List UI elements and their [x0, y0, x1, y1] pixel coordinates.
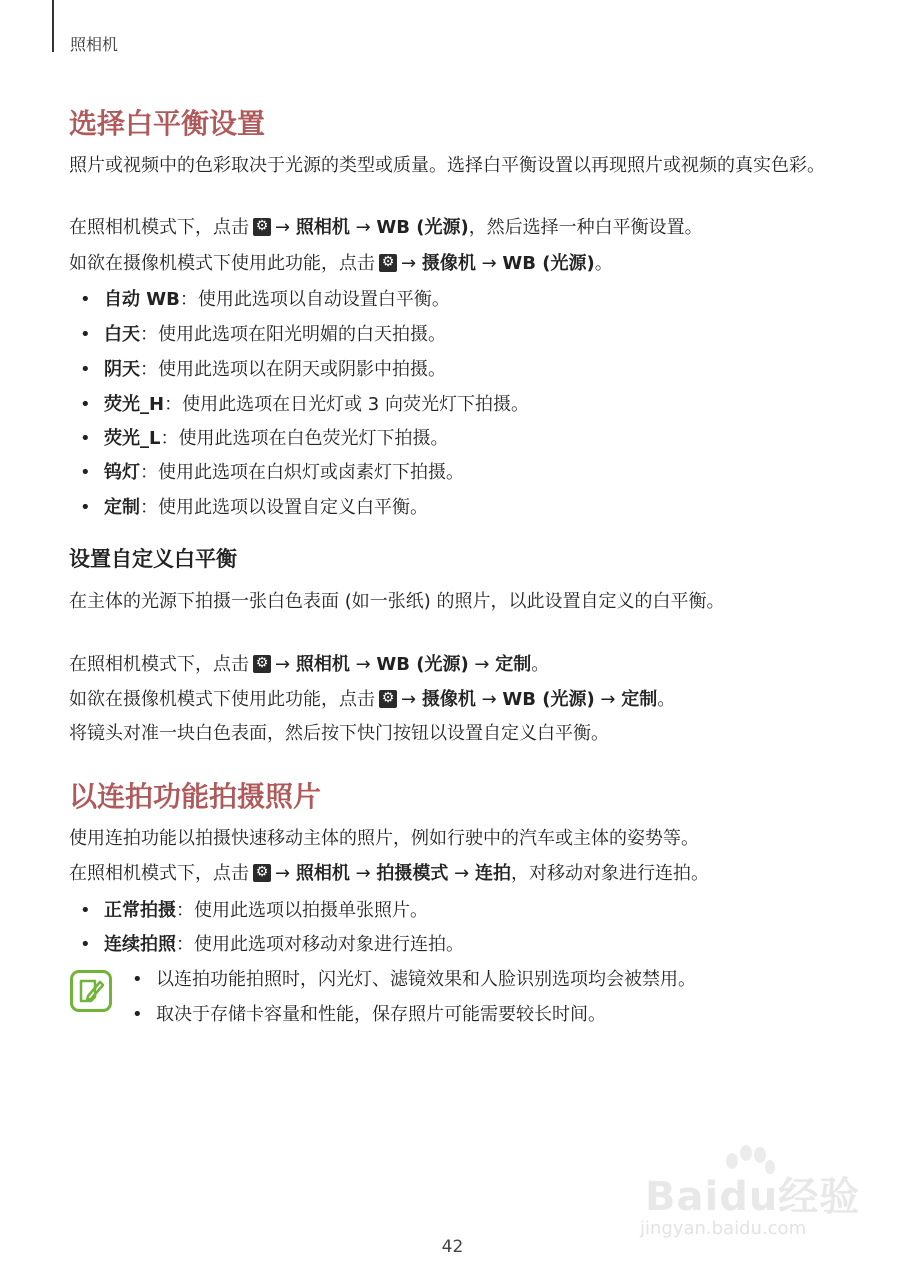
bullet-dot: • [80, 497, 91, 518]
menu-item-custom: 定制 [621, 689, 658, 710]
arrow: → [275, 217, 291, 238]
option-desc: ：使用此选项以拍摄单张照片。 [176, 900, 428, 921]
arrow: → [481, 689, 497, 710]
instruction-prefix: 在照相机模式下，点击 [69, 863, 249, 884]
list-item [80, 425, 448, 452]
menu-item-camera: 照相机 [295, 654, 350, 675]
video-instruction [69, 250, 613, 277]
arrow: → [401, 253, 417, 274]
option-term: 正常拍摄 [104, 900, 176, 921]
note-item [132, 1001, 606, 1028]
list-item [80, 459, 464, 486]
arrow: → [454, 863, 470, 884]
instruction-prefix: 在照相机模式下，点击 [69, 654, 249, 675]
bullet-dot: • [132, 1004, 143, 1025]
option-desc: ：使用此选项以设置自定义白平衡。 [140, 497, 428, 518]
instruction-suffix: 。 [594, 253, 613, 274]
menu-item-camcorder: 摄像机 [421, 689, 476, 710]
watermark-url: jingyan.baidu.com [640, 1218, 807, 1239]
arrow: → [481, 253, 497, 274]
instruction-suffix: ，对移动对象进行连拍。 [510, 863, 709, 884]
arrow: → [275, 863, 291, 884]
menu-item-wb: WB (光源) [376, 654, 469, 675]
menu-item-camera: 照相机 [295, 217, 350, 238]
option-desc: ：使用此选项在日光灯或 3 向荧光灯下拍摄。 [164, 394, 529, 415]
page-number: 42 [441, 1237, 464, 1257]
section-title-burst-shot: 以连拍功能拍摄照片 [69, 780, 322, 813]
note-text: 以连拍功能拍照时，闪光灯、滤镜效果和人脸识别选项均会被禁用。 [156, 969, 696, 990]
instruction-suffix: 。 [531, 654, 550, 675]
camera-instruction [69, 651, 549, 678]
option-desc: ：使用此选项对移动对象进行连拍。 [176, 934, 464, 955]
camera-instruction [69, 860, 709, 887]
option-desc: ：使用此选项以自动设置白平衡。 [179, 289, 450, 310]
menu-item-camera: 照相机 [295, 863, 350, 884]
subsection-title-custom-wb: 设置自定义白平衡 [69, 547, 237, 571]
option-term: 定制 [104, 497, 140, 518]
instruction-suffix: ，然后选择一种白平衡设置。 [468, 217, 703, 238]
arrow: → [355, 863, 371, 884]
bullet-dot: • [80, 359, 91, 380]
note-icon [70, 970, 112, 1012]
bullet-dot: • [80, 394, 91, 415]
list-item [80, 391, 529, 418]
option-term: 钨灯 [104, 462, 140, 483]
list-item [80, 356, 446, 383]
note-text: 取决于存储卡容量和性能，保存照片可能需要较长时间。 [156, 1004, 606, 1025]
pencil-note-icon [77, 977, 105, 1005]
instruction-suffix: 。 [657, 689, 676, 710]
bullet-dot: • [80, 462, 91, 483]
menu-item-custom: 定制 [495, 654, 532, 675]
bullet-dot: • [80, 324, 91, 345]
list-item [80, 897, 428, 924]
list-item [80, 494, 428, 521]
note-item [132, 966, 696, 993]
option-desc: ：使用此选项在白色荧光灯下拍摄。 [160, 428, 449, 449]
arrow: → [474, 654, 490, 675]
settings-icon [379, 690, 397, 708]
option-term: 自动 WB [104, 289, 180, 310]
bullet-dot: • [80, 900, 91, 921]
settings-icon [253, 218, 271, 236]
arrow: → [355, 217, 371, 238]
option-term: 白天 [104, 324, 140, 345]
instruction-prefix: 如欲在摄像机模式下使用此功能，点击 [69, 253, 375, 274]
running-header: 照相机 [70, 35, 119, 54]
video-instruction [69, 686, 675, 713]
menu-item-wb: WB (光源) [502, 689, 595, 710]
menu-item-wb: WB (光源) [376, 217, 469, 238]
header-rule [52, 0, 54, 52]
menu-item-shooting-mode: 拍摄模式 [376, 863, 449, 884]
option-desc: ：使用此选项在白炽灯或卤素灯下拍摄。 [140, 462, 464, 483]
settings-icon [253, 864, 271, 882]
section-intro: 使用连拍功能以拍摄快速移动主体的照片，例如行驶中的汽车或主体的姿势等。 [69, 828, 699, 849]
camera-instruction [69, 214, 703, 241]
watermark-brand: Baidu经验 [645, 1174, 861, 1220]
bullet-dot: • [80, 428, 91, 449]
option-term: 荧光_H [104, 394, 165, 415]
bullet-dot: • [80, 289, 91, 310]
list-item [80, 321, 446, 348]
instruction-prefix: 如欲在摄像机模式下使用此功能，点击 [69, 689, 375, 710]
option-term: 荧光_L [104, 428, 161, 449]
settings-icon [379, 254, 397, 272]
arrow: → [600, 689, 616, 710]
arrow: → [275, 654, 291, 675]
menu-item-burst: 连拍 [474, 863, 511, 884]
section-intro: 在主体的光源下拍摄一张白色表面 (如一张纸) 的照片，以此设置自定义的白平衡。 [69, 591, 725, 612]
option-term: 阴天 [104, 359, 140, 380]
section-intro: 照片或视频中的色彩取决于光源的类型或质量。选择白平衡设置以再现照片或视频的真实色彩。 [69, 155, 825, 176]
list-item [80, 286, 450, 313]
bullet-dot: • [80, 934, 91, 955]
arrow: → [355, 654, 371, 675]
instruction-prefix: 在照相机模式下，点击 [69, 217, 249, 238]
bullet-dot: • [132, 969, 143, 990]
arrow: → [401, 689, 417, 710]
option-term: 连续拍照 [104, 934, 176, 955]
option-desc: ：使用此选项在阳光明媚的白天拍摄。 [140, 324, 446, 345]
option-desc: ：使用此选项以在阴天或阴影中拍摄。 [140, 359, 446, 380]
list-item [80, 931, 464, 958]
menu-item-camcorder: 摄像机 [421, 253, 476, 274]
settings-icon [253, 655, 271, 673]
shutter-instruction: 将镜头对准一块白色表面，然后按下快门按钮以设置自定义白平衡。 [69, 723, 609, 744]
section-title-white-balance: 选择白平衡设置 [69, 107, 266, 140]
menu-item-wb: WB (光源) [502, 253, 595, 274]
